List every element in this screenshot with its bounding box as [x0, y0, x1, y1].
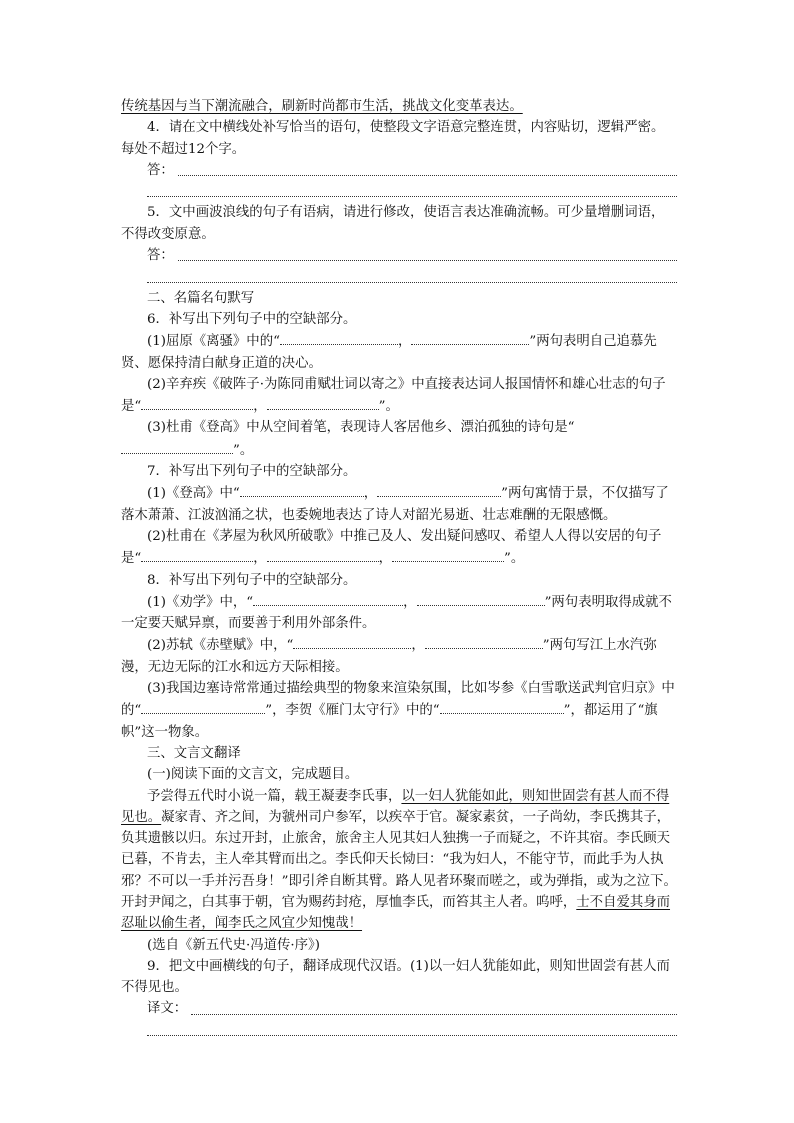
question-6-1: (1)屈原《离骚》中的“ ， ”两句表明自己追慕先贤、愿保持清白献身正道的决心。 [121, 330, 677, 374]
blank[interactable] [392, 547, 504, 562]
question-8-2: (2)苏轼《赤壁赋》中，“ ， ”两句写江上水汽弥漫，无边无际的江水和远方天际相接。 [121, 634, 677, 678]
blank[interactable] [425, 634, 543, 649]
question-8-3: (3)我国边塞诗常常通过描绘典型的物象来渲染氛围，比如岑参《白雪歌送武判官归京》中的“ ”，李贺《雁门太守行》中的“ ”，都运用了“旗帜”这一物象。 [121, 681, 675, 740]
blank[interactable] [141, 395, 253, 410]
blank[interactable] [440, 699, 564, 714]
classical-passage: 予尝得五代时小说一篇，载王凝妻李氏事，以一妇人犹能如此，则知世固尝有甚人而不得见也。凝家青、齐之间，为虢州司户参军，以疾卒于官。凝家素贫，一子尚幼，李氏携其子，负其遗骸以归。东过开封，止旅舍，旅舍主人见其妇人独携一子而疑之，不许其宿。李氏顾天已暮，不肯去，主人牵其臂而出之。李氏仰天长恸曰：“我为妇人，不能守节，而此手为人执邪？不可以一手并污吾身！”即引斧自断其臂。路人见者环聚而嗟之，或为弹指，或为之泣下。开封尹闻之，白其事于朝，官为赐药封疮，厚恤李氏，而笞其主人者。呜呼，士不自爱其身而忍耻以偷生者，闻李氏之风宜少知愧哉！ [121, 788, 677, 932]
question-5: 5．文中画波浪线的句子有语病，请进行修改，使语言表达准确流畅。可少量增删词语，不得改变原意。 [121, 205, 665, 242]
question-7-2: (2)杜甫在《茅屋为秋风所破歌》中推己及人、发出疑问感叹、希望人人得以安居的句子是“ ， ， ”。 [121, 528, 662, 567]
answer-line-q5[interactable]: 答： [121, 245, 677, 266]
answer-line-q4-2[interactable] [121, 181, 677, 202]
answer-line-q9-2[interactable] [121, 1020, 677, 1041]
blank[interactable] [253, 591, 403, 606]
answer-line-q9[interactable]: 译文： [121, 998, 677, 1019]
question-6-2: (2)辛弃疾《破阵子·为陈同甫赋壮词以寄之》中直接表达词人报国情怀和雄心壮志的句子是“ ， ”。 [121, 376, 666, 415]
answer-line-q5-2[interactable] [121, 266, 677, 287]
question-7-1: (1)《登高》中“ ， ”两句寓情于景，不仅描写了落木萧萧、江波汹涌之状，也委婉地表达了诗人对韶光易逝、壮志难酬的无限感慨。 [121, 482, 677, 526]
blank[interactable] [411, 330, 529, 345]
blank[interactable] [280, 330, 398, 345]
blank[interactable] [240, 482, 364, 497]
question-6-title: 6．补写出下列句子中的空缺部分。 [147, 311, 357, 327]
underlined-sentence-1: 以一妇人犹能如此，则知世固尝有甚人而不得见也。 [121, 788, 670, 825]
blank[interactable] [417, 591, 545, 606]
blank[interactable] [121, 439, 233, 454]
document-page [121, 96, 677, 1041]
top-line: 传统基因与当下潮流融合，刷新时尚都市生活，挑战文化变革表达。 [121, 99, 523, 114]
question-9: 9．把文中画横线的句子，翻译成现代汉语。(1)以一妇人犹能如此，则知世固尝有甚人而不得见也。 [121, 958, 670, 996]
question-7-title: 7．补写出下列句子中的空缺部分。 [147, 464, 357, 480]
passage-source: (选自《新五代史·冯道传·序》) [147, 937, 320, 953]
blank[interactable] [267, 547, 379, 562]
answer-line-q4[interactable]: 答： [121, 160, 677, 181]
question-8-title: 8．补写出下列句子中的空缺部分。 [147, 572, 357, 588]
blank[interactable] [377, 482, 501, 497]
section-3-heading: 三、文言文翻译 [147, 745, 241, 761]
question-6-3: (3)杜甫《登高》中从空间着笔，表现诗人客居他乡、漂泊孤独的诗句是“”。 [121, 417, 677, 461]
blank[interactable] [141, 699, 265, 714]
question-8-1: (1)《劝学》中，“ ， ”两句表明取得成就不一定要天赋异禀，而要善于利用外部条件。 [121, 591, 677, 635]
blank[interactable] [141, 547, 253, 562]
subsection-1-heading: (一)阅读下面的文言文，完成题目。 [147, 767, 359, 783]
question-4: 4．请在文中横线处补写恰当的语句，使整段文字语意完整连贯，内容贴切，逻辑严密。每处不超过12个字。 [121, 120, 665, 157]
blank[interactable] [267, 395, 379, 410]
underlined-sentence-2: 士不自爱其身而忍耻以偷生者，闻李氏之风宜少知愧哉！ [121, 894, 671, 932]
section-2-heading: 二、名篇名句默写 [147, 290, 255, 306]
blank[interactable] [293, 634, 411, 649]
